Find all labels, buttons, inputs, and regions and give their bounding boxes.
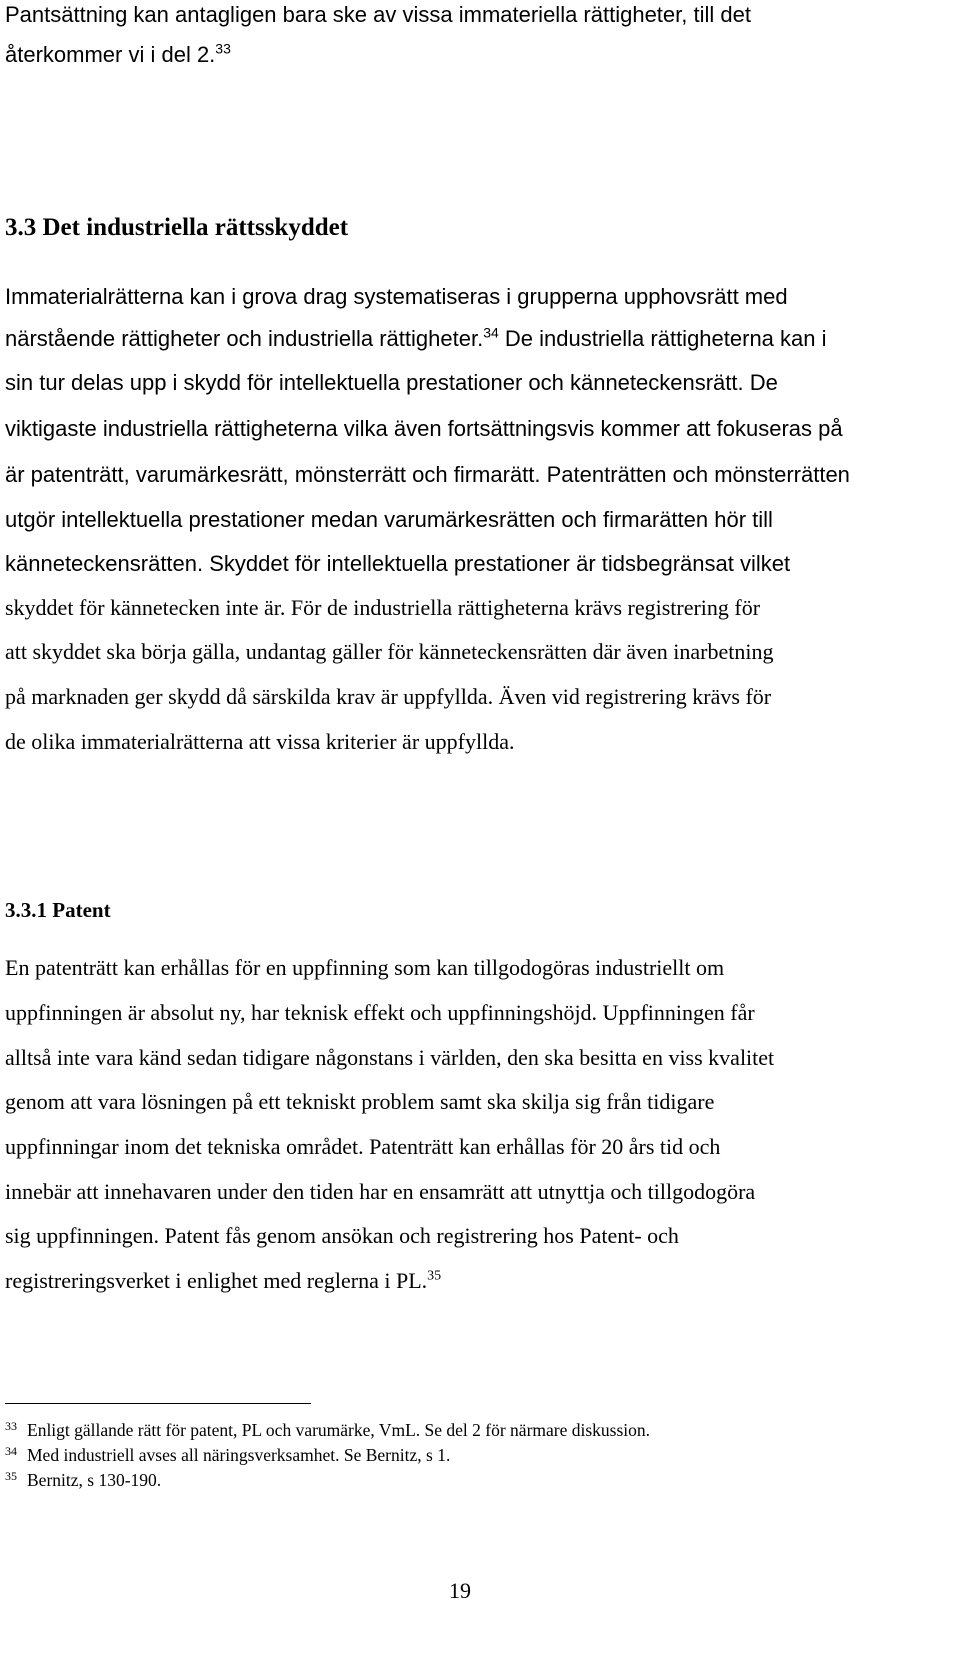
s33-line-8: skyddet för kännetecken inte är. För de industriella rättigheterna krävs registrering för: [5, 595, 761, 620]
section-heading-3-3-1: 3.3.1 Patent: [5, 898, 111, 922]
s331-line-8: [5, 1266, 441, 1296]
footnote-divider: [5, 1403, 311, 1404]
s33-line-4: viktigaste industriella rättigheterna vilka även fortsättningsvis kommer att fokuseras på: [5, 416, 843, 441]
s33-line-2b: De industriella rättigheterna kan i: [498, 326, 827, 351]
footnote-text: Bernitz, s 130-190.: [27, 1470, 162, 1490]
footnote-33: [5, 1419, 650, 1441]
s331-line-5: uppfinningar inom det tekniska området. Patenträtt kan erhållas för 20 års tid och: [5, 1134, 721, 1159]
s331-line-1: En patenträtt kan erhållas för en uppfinning som kan tillgodogöras industriellt om: [5, 955, 725, 980]
s33-line-10: på marknaden ger skydd då särskilda krav är uppfyllda. Även vid registrering krävs för: [5, 684, 772, 709]
s33-line-3: sin tur delas upp i skydd för intellektuella prestationer och känneteckensrätt. De: [5, 370, 778, 395]
footnote-text: Enligt gällande rätt för patent, PL och varumärke, VmL. Se del 2 för närmare diskussion.: [27, 1420, 651, 1440]
footnote-number: 34: [5, 1444, 17, 1458]
s33-line-7: känneteckensrätten. Skyddet för intellektuella prestationer är tidsbegränsat vilket: [5, 551, 791, 576]
s331-line-8-text: registreringsverket i enlighet med reglerna i PL.: [5, 1268, 428, 1293]
s33-line-9: att skyddet ska börja gälla, undantag gäller för känneteckensrätten där även inarbetning: [5, 639, 774, 664]
s331-line-4: genom att vara lösningen på ett tekniskt problem samt ska skilja sig från tidigare: [5, 1089, 715, 1114]
s331-line-3: alltså inte vara känd sedan tidigare någonstans i världen, den ska besitta en viss kvalitet: [5, 1045, 775, 1070]
footnote-35: [5, 1469, 161, 1491]
footnote-text: Med industriell avses all näringsverksamhet. Se Bernitz, s 1.: [27, 1445, 451, 1465]
s33-line-5: är patenträtt, varumärkesrätt, mönsterrätt och firmarätt. Patenträtten och mönsterrätten: [5, 462, 850, 487]
section-heading-3-3: 3.3 Det industriella rättsskyddet: [5, 214, 349, 241]
s33-line-2: [5, 324, 827, 354]
intro-text-1: Pantsättning kan antagligen bara ske av vissa immateriella rättigheter, till det: [5, 2, 751, 27]
s33-line-6: utgör intellektuella prestationer medan varumärkesrätten och firmarätten hör till: [5, 507, 773, 532]
footnote-ref-34[interactable]: 34: [483, 324, 499, 341]
page-number: 19: [449, 1578, 471, 1603]
s331-line-6: innebär att innehavaren under den tiden har en ensamrätt att utnyttja och tillgodogöra: [5, 1179, 756, 1204]
s331-line-7: sig uppfinningen. Patent fås genom ansökan och registrering hos Patent- och: [5, 1223, 679, 1248]
intro-line-1: [5, 0, 751, 30]
intro-text-2: återkommer vi i del 2.: [5, 42, 216, 67]
footnote-number: 33: [5, 1419, 17, 1433]
s33-line-11: de olika immaterialrätterna att vissa kriterier är uppfyllda.: [5, 729, 515, 754]
s331-line-2: uppfinningen är absolut ny, har teknisk effekt och uppfinningshöjd. Uppfinningen får: [5, 1000, 755, 1025]
footnote-ref-33[interactable]: 33: [215, 40, 231, 57]
footnote-34: [5, 1444, 450, 1466]
footnote-number: 35: [5, 1469, 17, 1483]
s33-line-1: Immaterialrätterna kan i grova drag systematiseras i grupperna upphovsrätt med: [5, 284, 788, 309]
footnote-ref-35[interactable]: 35: [427, 1268, 442, 1284]
intro-line-2: [5, 40, 231, 70]
s33-line-2a: närstående rättigheter och industriella rättigheter.: [5, 326, 484, 351]
